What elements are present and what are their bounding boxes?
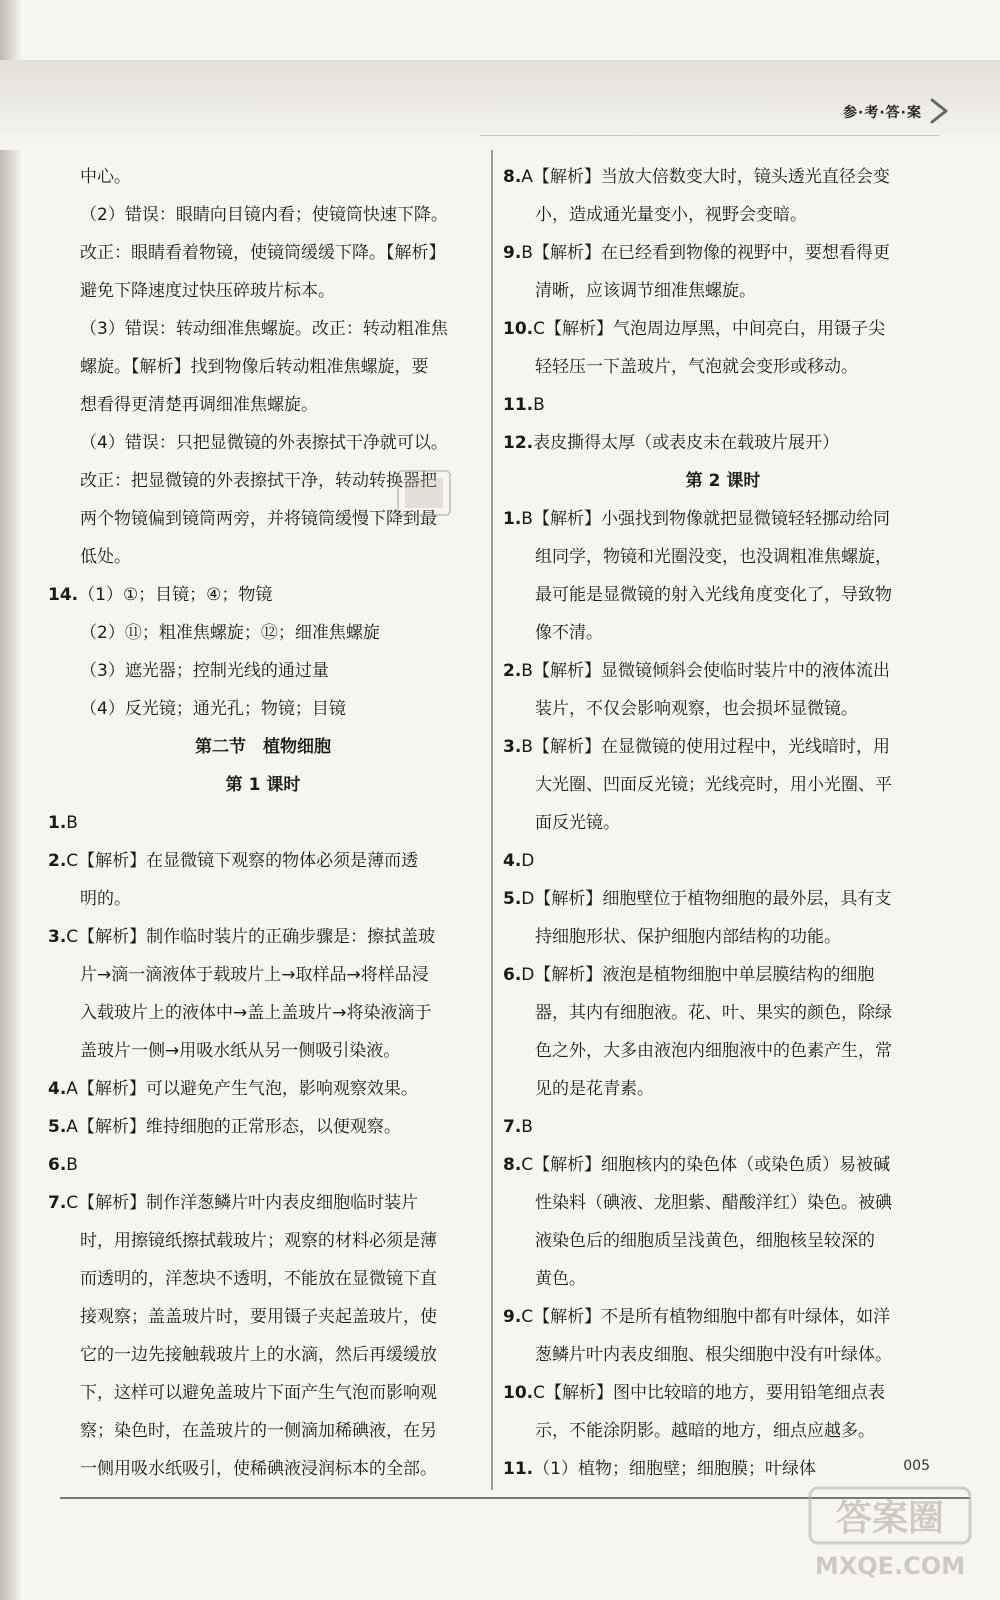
question-number: 2. [503,661,522,681]
left-line [48,842,478,880]
right-line [503,1374,943,1412]
answer-text: 第 1 课时 [225,775,301,795]
right-line [503,728,943,766]
question-number: 6. [48,1155,67,1175]
answer-text: 像不清。 [535,623,603,643]
answer-text: A【解析】可以避免产生气泡，影响观察效果。 [66,1079,418,1099]
answer-text: B【解析】在已经看到物像的视野中，要想看得更 [521,243,890,263]
right-line [503,1108,943,1146]
right-line [503,1298,943,1336]
question-number: 11. [503,1459,534,1479]
answer-text: 避免下降速度过快压碎玻片标本。 [80,281,335,301]
answer-text: 想看得更清楚再调细准焦螺旋。 [80,395,318,415]
right-line [503,386,943,424]
left-line [48,614,478,652]
left-line [48,1108,478,1146]
answer-text: C【解析】在显微镜下观察的物体必须是薄而透 [66,851,419,871]
answer-text: 低处。 [80,547,131,567]
answer-text: 清晰，应该调节细准焦螺旋。 [535,281,756,301]
answer-text: B【解析】显微镜倾斜会使临时装片中的液体流出 [521,661,890,681]
stamp-mark [395,468,453,518]
answer-text: 性染料（碘液、龙胆紫、醋酸洋红）染色。被碘 [535,1193,892,1213]
answer-text: D【解析】液泡是植物细胞中单层膜结构的细胞 [521,965,875,985]
watermark-logo [800,1478,980,1588]
answer-text: C【解析】气泡周边厚黑，中间亮白，用镊子尖 [533,319,885,339]
question-number: 3. [48,927,67,947]
answer-text: （3）错误：转动细准焦螺旋。改正：转动粗准焦 [80,319,448,339]
question-number: 4. [503,851,522,871]
answer-text: 改正：眼睛看着物镜，使镜筒缓缓下降。【解析】 [80,243,446,263]
answer-text: A【解析】当放大倍数变大时，镜头透光直径会变 [521,167,890,187]
answer-text: 螺旋。【解析】找到物像后转动粗准焦螺旋，要 [80,357,429,377]
answer-text: A【解析】维持细胞的正常形态，以便观察。 [66,1117,401,1137]
answer-text: B【解析】小强找到物像就把显微镜轻轻挪动给同 [521,509,890,529]
column-divider [491,150,493,1490]
chevron-right-icon [924,96,954,126]
answer-text: 下，这样可以避免盖玻片下面产生气泡而影响观 [80,1383,437,1403]
answer-text: （1）①；目镜；④；物镜 [78,585,273,605]
answer-text: 它的一边先接触载玻片上的水滴，然后再缓缓放 [80,1345,437,1365]
answer-text: 持细胞形状、保护细胞内部结构的功能。 [535,927,841,947]
header-rule [480,135,940,136]
right-line [503,842,943,880]
question-number: 4. [48,1079,67,1099]
left-line [48,690,478,728]
question-number: 10. [503,1383,534,1403]
right-line [503,500,943,538]
left-line [48,1222,478,1260]
answer-text: D【解析】细胞壁位于植物细胞的最外层，具有支 [521,889,892,909]
question-number: 10. [503,319,534,339]
answer-text: C【解析】制作洋葱鳞片叶内表皮细胞临时装片 [66,1193,419,1213]
right-line [503,766,943,804]
answer-text: 大光圈、凹面反光镜；光线亮时，用小光圈、平 [535,775,892,795]
question-number: 1. [503,509,522,529]
left-line [48,1450,478,1488]
right-line [503,348,943,386]
answer-text: 组同学，物镜和光圈没变，也没调粗准焦螺旋， [535,547,892,567]
left-line [48,652,478,690]
left-line [48,310,478,348]
question-number: 8. [503,167,522,187]
answer-text: 轻轻压一下盖玻片，气泡就会变形或移动。 [535,357,858,377]
left-line [48,956,478,994]
right-line [503,956,943,994]
section-header-label: 参·考·答·案 [843,105,922,121]
answer-text: 片→滴一滴液体于载玻片上→取样品→将样品浸 [80,965,429,985]
left-line [48,272,478,310]
left-line [48,880,478,918]
answer-text: 表皮撕得太厚（或表皮未在载玻片展开） [533,433,840,453]
right-heading [503,462,943,500]
answer-text: 见的是花青素。 [535,1079,654,1099]
right-line [503,804,943,842]
right-line [503,652,943,690]
right-line [503,272,943,310]
answer-text: （2）⑪；粗准焦螺旋；⑫；细准焦螺旋 [80,623,380,643]
question-number: 6. [503,965,522,985]
left-line [48,386,478,424]
right-line [503,1336,943,1374]
right-line [503,880,943,918]
answer-text: 器，其内有细胞液。花、叶、果实的颜色，除绿 [535,1003,892,1023]
question-number: 2. [48,851,67,871]
answer-text: B [533,395,545,415]
question-number: 7. [48,1193,67,1213]
answer-text: B [521,1117,533,1137]
question-number: 9. [503,1307,522,1327]
right-line [503,576,943,614]
left-line [48,1070,478,1108]
right-line [503,1412,943,1450]
answer-text: 液染色后的细胞质呈浅黄色，细胞核呈较深的 [535,1231,875,1251]
left-heading [48,728,478,766]
right-line [503,538,943,576]
answer-text: B [66,1155,78,1175]
answer-text: 察；染色时，在盖玻片的一侧滴加稀碘液，在另 [80,1421,437,1441]
left-line [48,234,478,272]
answer-text: C【解析】细胞核内的染色体（或染色质）易被碱 [521,1155,891,1175]
answer-text: 黄色。 [535,1269,586,1289]
answer-text: 中心。 [80,167,131,187]
question-number: 5. [48,1117,67,1137]
left-line [48,1298,478,1336]
left-line [48,538,478,576]
right-line [503,310,943,348]
answer-text: 接观察；盖盖玻片时，要用镊子夹起盖玻片，使 [80,1307,437,1327]
answer-text: C【解析】制作临时装片的正确步骤是：擦拭盖玻 [66,927,436,947]
answer-text: 小，造成通光量变小，视野会变暗。 [535,205,807,225]
answer-text: 示，不能涂阴影。越暗的地方，细点应越多。 [535,1421,875,1441]
question-number: 3. [503,737,522,757]
left-line [48,1184,478,1222]
answer-text: 明的。 [80,889,131,909]
answer-text: （3）遮光器；控制光线的通过量 [80,661,329,681]
right-line [503,690,943,728]
left-line [48,1412,478,1450]
answer-text: 装片，不仅会影响观察，也会损坏显微镜。 [535,699,858,719]
answer-text: 最可能是显微镜的射入光线角度变化了，导致物 [535,585,892,605]
right-line [503,196,943,234]
question-number: 11. [503,395,534,415]
right-line [503,1032,943,1070]
left-column [48,158,478,1488]
svg-text:答案圈: 答案圈 [835,1498,945,1539]
left-line [48,1260,478,1298]
answer-text: D [521,851,535,871]
right-line [503,424,943,462]
answer-text: 第二节 植物细胞 [195,737,331,757]
question-number: 12. [503,433,534,453]
answer-text: 时，用擦镜纸擦拭载玻片；观察的材料必须是薄 [80,1231,437,1251]
right-line [503,158,943,196]
right-line [503,994,943,1032]
left-line [48,1032,478,1070]
left-line [48,1336,478,1374]
answer-text: （4）错误：只把显微镜的外表擦拭干净就可以。 [80,433,448,453]
answer-text: 改正：把显微镜的外表擦拭干净，转动转换器把 [80,471,437,491]
right-line [503,1184,943,1222]
answer-text: 葱鳞片叶内表皮细胞、根尖细胞中没有叶绿体。 [535,1345,892,1365]
left-line [48,1146,478,1184]
left-line [48,348,478,386]
answer-text: （1）植物；细胞壁；细胞膜；叶绿体 [533,1459,816,1479]
right-line [503,1260,943,1298]
right-line [503,234,943,272]
answer-text: 而透明的，洋葱块不透明，不能放在显微镜下直 [80,1269,437,1289]
answer-text: B【解析】在显微镜的使用过程中，光线暗时，用 [521,737,890,757]
left-line [48,918,478,956]
left-line [48,158,478,196]
right-line [503,1146,943,1184]
page-binding-shadow [0,0,22,1600]
question-number: 5. [503,889,522,909]
right-line [503,918,943,956]
question-number: 9. [503,243,522,263]
left-line [48,804,478,842]
answer-text: C【解析】图中比较暗的地方，要用铅笔细点表 [533,1383,885,1403]
question-number: 1. [48,813,67,833]
right-column [503,158,943,1488]
left-line [48,196,478,234]
right-line [503,614,943,652]
question-number: 8. [503,1155,522,1175]
left-line [48,994,478,1032]
answer-text: （2）错误：眼睛向目镜内看；使镜筒快速下降。 [80,205,448,225]
answer-text: 色之外，大多由液泡内细胞液中的色素产生，常 [535,1041,892,1061]
page-number: 005 [903,1458,930,1474]
answer-text: 两个物镜偏到镜筒两旁，并将镜筒缓慢下降到最 [80,509,437,529]
left-line [48,1374,478,1412]
answer-text: 一侧用吸水纸吸引，使稀碘液浸润标本的全部。 [80,1459,437,1479]
right-line [503,1222,943,1260]
answer-text: 面反光镜。 [535,813,620,833]
right-line [503,1070,943,1108]
left-line [48,576,478,614]
question-number: 7. [503,1117,522,1137]
answer-text: 盖玻片一侧→用吸水纸从另一侧吸引染液。 [80,1041,401,1061]
answer-text: C【解析】不是所有植物细胞中都有叶绿体，如洋 [521,1307,891,1327]
question-number: 14. [48,585,79,605]
left-heading [48,766,478,804]
answer-text: 第 2 课时 [685,471,761,491]
svg-text:MXQE.COM: MXQE.COM [814,1552,966,1580]
left-line [48,424,478,462]
answer-text: （4）反光镜；通光孔；物镜；目镜 [80,699,346,719]
answer-text: 入载玻片上的液体中→盖上盖玻片→将染液滴于 [80,1003,432,1023]
answer-text: B [66,813,78,833]
